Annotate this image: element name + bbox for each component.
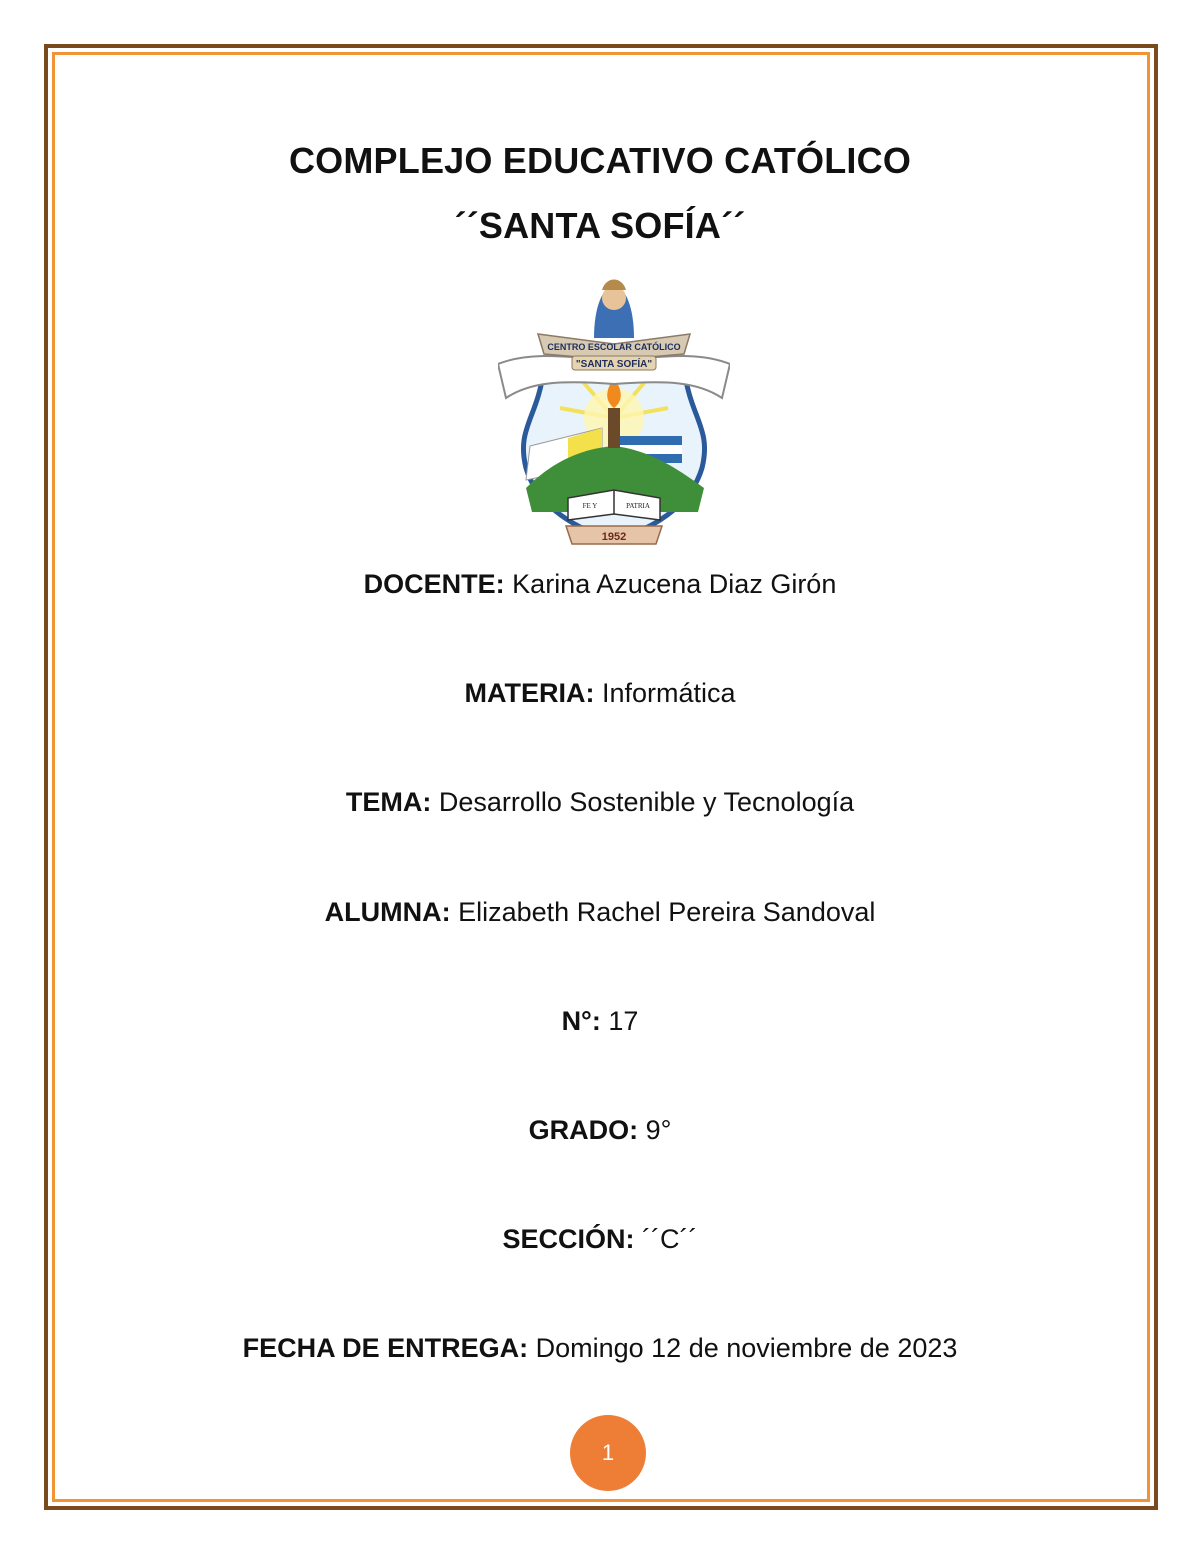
materia-label: MATERIA: <box>464 678 595 708</box>
docente-label: DOCENTE: <box>363 569 505 599</box>
seccion-line <box>0 1224 1200 1255</box>
materia-line <box>0 678 1200 709</box>
grado-line <box>0 1115 1200 1146</box>
tema-label: TEMA: <box>345 787 432 817</box>
school-name-line2: ´´SANTA SOFÍA´´ <box>454 205 746 246</box>
tema-line <box>0 787 1200 818</box>
fecha-line <box>0 1333 1200 1364</box>
svg-text:PATRIA: PATRIA <box>626 502 650 510</box>
tema-value: Desarrollo Sostenible y Tecnología <box>438 787 855 817</box>
alumna-label: ALUMNA: <box>324 897 451 927</box>
numero-value: 17 <box>608 1006 639 1036</box>
docente-value: Karina Azucena Diaz Girón <box>512 569 837 599</box>
svg-text:FE Y: FE Y <box>582 502 598 510</box>
page-number-badge: 1 <box>570 1415 646 1491</box>
numero-line <box>0 1006 1200 1037</box>
school-name-line1: COMPLEJO EDUCATIVO CATÓLICO <box>288 140 912 181</box>
numero-label: N°: <box>561 1006 601 1036</box>
seccion-value: ´´C´´ <box>642 1224 698 1254</box>
fecha-label: FECHA DE ENTREGA: <box>242 1333 529 1363</box>
alumna-value: Elizabeth Rachel Pereira Sandoval <box>458 897 876 927</box>
grado-value: 9° <box>645 1115 672 1145</box>
materia-value: Informática <box>601 678 736 708</box>
svg-text:1952: 1952 <box>601 531 627 543</box>
seccion-label: SECCIÓN: <box>502 1224 635 1254</box>
alumna-line <box>0 897 1200 928</box>
docente-line <box>0 569 1200 600</box>
svg-text:"SANTA SOFÍA": "SANTA SOFÍA" <box>575 359 653 370</box>
fecha-value: Domingo 12 de noviembre de 2023 <box>535 1333 958 1363</box>
school-crest-logo <box>498 268 730 550</box>
grado-label: GRADO: <box>528 1115 639 1145</box>
svg-text:CENTRO ESCOLAR CATÓLICO: CENTRO ESCOLAR CATÓLICO <box>547 342 681 352</box>
